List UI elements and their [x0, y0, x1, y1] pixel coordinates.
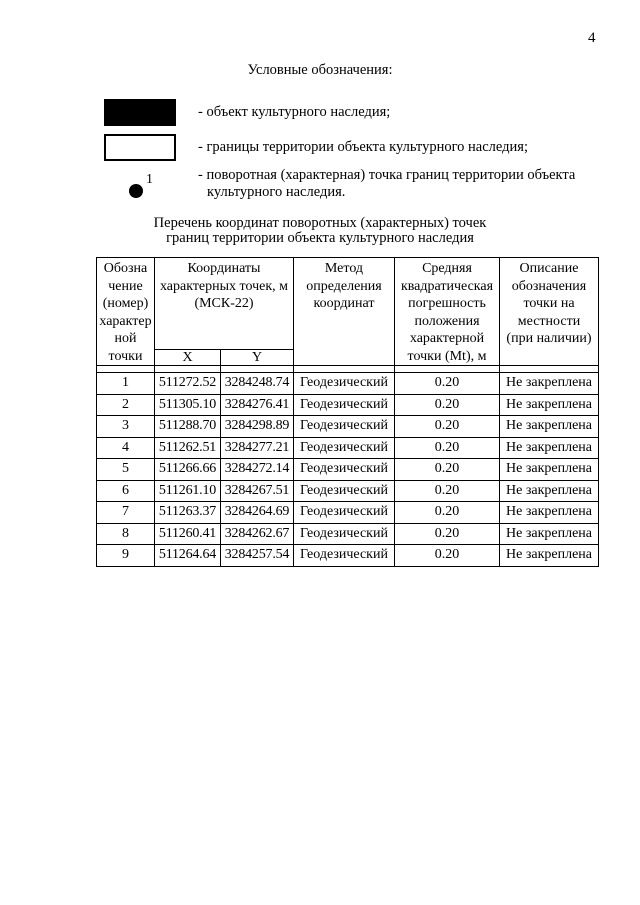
point-number-cell: 8 [97, 523, 155, 545]
accuracy-cell: 0.20 [395, 502, 500, 524]
x-coordinate-cell: 511272.52 [155, 373, 221, 395]
accuracy-cell: 0.20 [395, 523, 500, 545]
header-y: Y [221, 350, 294, 366]
header-x: X [155, 350, 221, 366]
legend-text-turning-point [198, 167, 618, 201]
method-cell: Геодезический [294, 523, 395, 545]
method-cell: Геодезический [294, 545, 395, 567]
method-cell: Геодезический [294, 459, 395, 481]
table-row [97, 394, 599, 416]
method-cell: Геодезический [294, 394, 395, 416]
table-row [97, 523, 599, 545]
description-cell: Не закреплена [500, 545, 599, 567]
header-method: Метод определения координат [294, 258, 395, 366]
method-cell: Геодезический [294, 480, 395, 502]
x-coordinate-cell: 511264.64 [155, 545, 221, 567]
point-number-cell: 6 [97, 480, 155, 502]
x-coordinate-cell: 511263.37 [155, 502, 221, 524]
territory-boundary-symbol [104, 134, 176, 161]
legend-title: Условные обозначения: [247, 62, 393, 78]
description-cell: Не закреплена [500, 437, 599, 459]
accuracy-cell: 0.20 [395, 394, 500, 416]
table-title [0, 216, 640, 246]
description-cell: Не закреплена [500, 394, 599, 416]
page-number: 4 [588, 30, 596, 46]
y-coordinate-cell: 3284276.41 [221, 394, 294, 416]
x-coordinate-cell: 511260.41 [155, 523, 221, 545]
description-cell: Не закреплена [500, 523, 599, 545]
y-coordinate-cell: 3284277.21 [221, 437, 294, 459]
table-row [97, 373, 599, 395]
description-cell: Не закреплена [500, 480, 599, 502]
description-cell: Не закреплена [500, 459, 599, 481]
accuracy-cell: 0.20 [395, 437, 500, 459]
legend-text-turning-point-line2: культурного наследия. [207, 184, 346, 200]
description-cell: Не закреплена [500, 416, 599, 438]
table-row [97, 437, 599, 459]
table-row [97, 416, 599, 438]
header-designation: Обозна чение (номер) характер ной точки [97, 258, 155, 366]
turning-point-dot-icon [129, 184, 143, 198]
legend-text-turning-point-line1: - поворотная (характерная) точка границ территории объекта [198, 167, 576, 183]
y-coordinate-cell: 3284298.89 [221, 416, 294, 438]
accuracy-cell: 0.20 [395, 480, 500, 502]
method-cell: Геодезический [294, 502, 395, 524]
y-coordinate-cell: 3284248.74 [221, 373, 294, 395]
y-coordinate-cell: 3284264.69 [221, 502, 294, 524]
header-description: Описание обозначения точки на местности (при наличии) [500, 258, 599, 366]
y-coordinate-cell: 3284267.51 [221, 480, 294, 502]
description-cell: Не закреплена [500, 373, 599, 395]
coordinates-table [96, 257, 599, 567]
table-row [97, 480, 599, 502]
y-coordinate-cell: 3284257.54 [221, 545, 294, 567]
table-row [97, 502, 599, 524]
method-cell: Геодезический [294, 416, 395, 438]
point-number-cell: 7 [97, 502, 155, 524]
x-coordinate-cell: 511266.66 [155, 459, 221, 481]
x-coordinate-cell: 511288.70 [155, 416, 221, 438]
heritage-object-symbol [104, 99, 176, 126]
point-number-cell: 3 [97, 416, 155, 438]
point-number-cell: 9 [97, 545, 155, 567]
accuracy-cell: 0.20 [395, 373, 500, 395]
point-number-cell: 4 [97, 437, 155, 459]
table-title-line1: Перечень координат поворотных (характерных) точек [153, 215, 487, 231]
description-cell: Не закреплена [500, 502, 599, 524]
table-row [97, 459, 599, 481]
x-coordinate-cell: 511262.51 [155, 437, 221, 459]
point-number-cell: 1 [97, 373, 155, 395]
legend-text-territory-boundary: - границы территории объекта культурного наследия; [198, 139, 528, 155]
y-coordinate-cell: 3284272.14 [221, 459, 294, 481]
table-title-line2: границ территории объекта культурного наследия [166, 230, 474, 246]
legend-text-heritage-object: - объект культурного наследия; [198, 104, 391, 120]
x-coordinate-cell: 511305.10 [155, 394, 221, 416]
accuracy-cell: 0.20 [395, 459, 500, 481]
method-cell: Геодезический [294, 437, 395, 459]
turning-point-dot-label: 1 [146, 172, 153, 187]
accuracy-cell: 0.20 [395, 545, 500, 567]
header-accuracy: Средняя квадратическая погрешность положения характерной точки (Mt), м [395, 258, 500, 366]
x-coordinate-cell: 511261.10 [155, 480, 221, 502]
header-coordinates: Координаты характерных точек, м (МСК-22) [155, 258, 294, 350]
y-coordinate-cell: 3284262.67 [221, 523, 294, 545]
point-number-cell: 2 [97, 394, 155, 416]
method-cell: Геодезический [294, 373, 395, 395]
point-number-cell: 5 [97, 459, 155, 481]
accuracy-cell: 0.20 [395, 416, 500, 438]
table-row [97, 545, 599, 567]
